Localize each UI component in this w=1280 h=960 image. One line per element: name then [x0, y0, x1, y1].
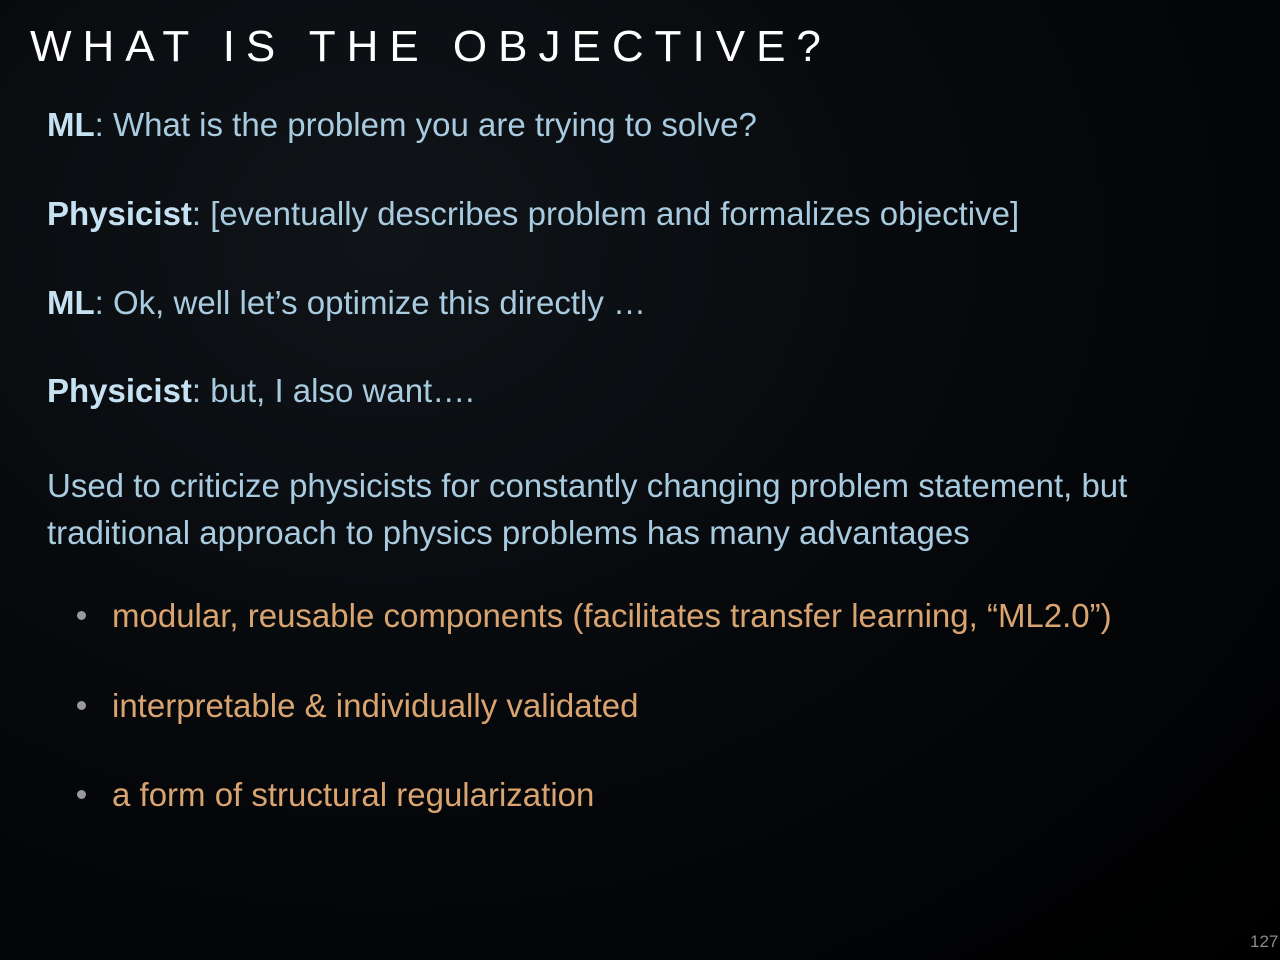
speaker-label: Physicist: [47, 372, 192, 409]
bullet-text: a form of structural regularization: [112, 776, 595, 813]
slide-title: WHAT IS THE OBJECTIVE?: [30, 22, 832, 71]
dialogue-text: : Ok, well let’s optimize this directly …: [94, 284, 647, 321]
bullet-item-2: [77, 687, 639, 725]
speaker-label: ML: [47, 106, 95, 143]
dialogue-text: : [eventually describes problem and formalizes objective]: [191, 195, 1020, 232]
bullet-item-1: [77, 597, 1112, 635]
bullet-text: interpretable & individually validated: [112, 687, 639, 724]
bullet-dot-icon: [77, 611, 86, 620]
summary-paragraph: [47, 462, 1247, 556]
dialogue-line-1: [47, 106, 757, 144]
dialogue-line-2: [47, 195, 1019, 233]
dialogue-line-4: [47, 372, 474, 410]
bullet-text: modular, reusable components (facilitates transfer learning, “ML2.0”): [112, 597, 1112, 634]
dialogue-text: : but, I also want….: [191, 372, 475, 409]
summary-line-2: traditional approach to physics problems has many advantages: [47, 514, 970, 551]
dialogue-text: : What is the problem you are trying to solve?: [94, 106, 757, 143]
bullet-dot-icon: [77, 790, 86, 799]
speaker-label: ML: [47, 284, 95, 321]
bullet-dot-icon: [77, 701, 86, 710]
summary-line-1: Used to criticize physicists for constantly changing problem statement, but: [47, 467, 1128, 504]
speaker-label: Physicist: [47, 195, 192, 232]
page-number: 127: [1250, 932, 1279, 951]
bullet-item-3: [77, 776, 594, 814]
dialogue-line-3: [47, 284, 646, 322]
